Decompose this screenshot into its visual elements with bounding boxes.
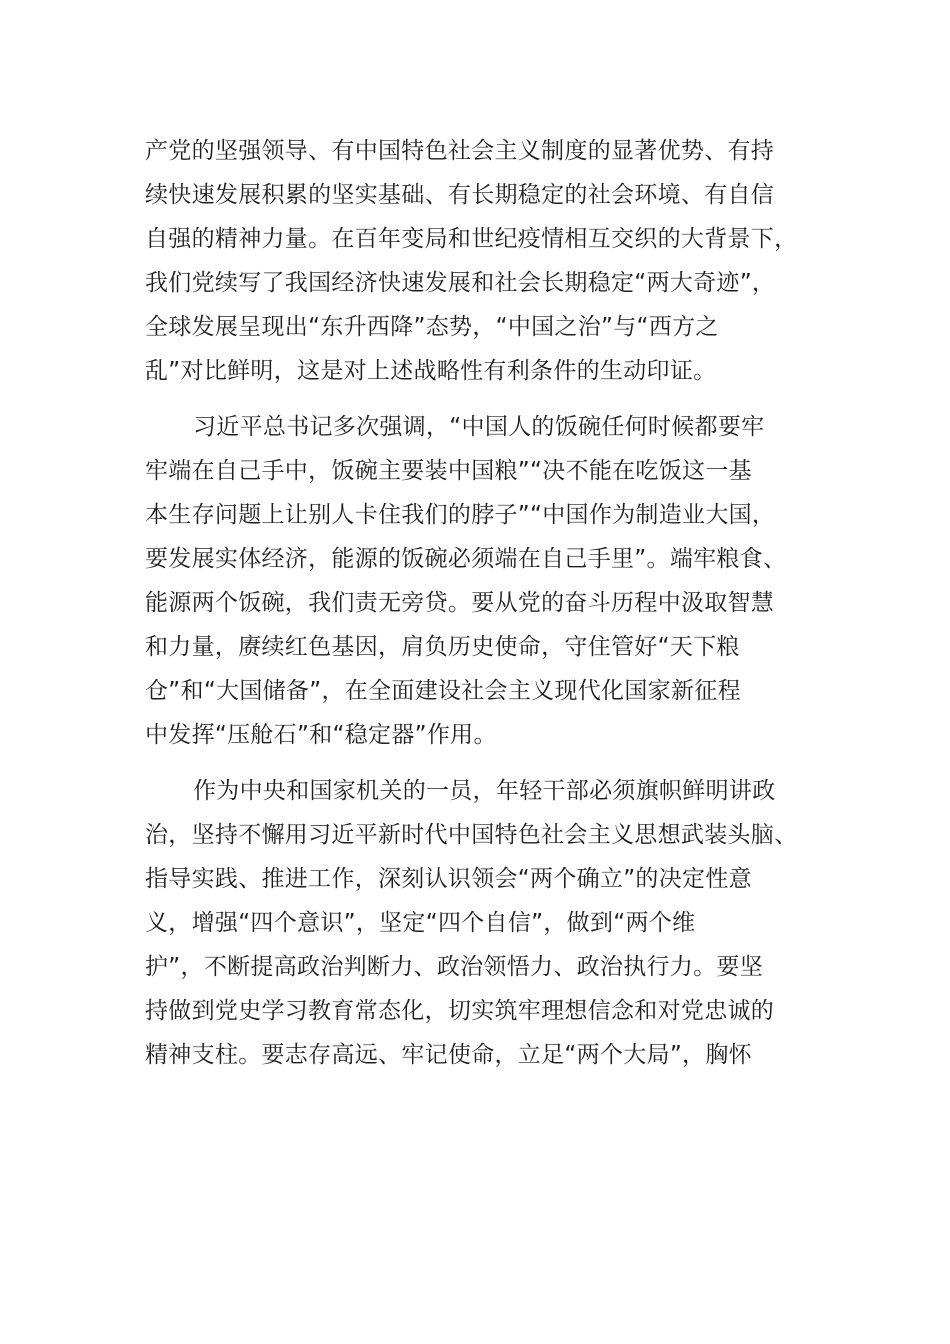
text-line: 治，坚持不懈用习近平新时代中国特色社会主义思想武装头脑、 <box>145 822 798 848</box>
text-line: 和力量，赓续红色基因，肩负历史使命，守住管好“天下粮 <box>145 634 740 660</box>
text-line: 乱”对比鲜明，这是对上述战略性有利条件的生动印证。 <box>145 358 717 384</box>
text-line: 持做到党史学习教育常态化，切实筑牢理想信念和对党忠诚的 <box>145 998 775 1024</box>
text-line: 本生存问题上让别人卡住我们的脖子”“中国作为制造业大国， <box>145 502 776 528</box>
paragraph-1 <box>145 129 805 393</box>
text-line: 作为中央和国家机关的一员，年轻干部必须旗帜鲜明讲政 <box>193 778 776 804</box>
text-line: 义，增强“四个意识”，坚定“四个自信”，做到“两个维 <box>145 910 696 936</box>
text-line: 要发展实体经济，能源的饭碗必须端在自己手里”。端牢粮食、 <box>145 546 787 572</box>
text-line: 指导实践、推进工作，深刻认识领会“两个确立”的决定性意 <box>145 866 752 892</box>
text-line: 能源两个饭碗，我们责无旁贷。要从党的奋斗历程中汲取智慧 <box>145 590 775 616</box>
text-line: 我们党续写了我国经济快速发展和社会长期稳定“两大奇迹”， <box>145 270 776 296</box>
paragraph-2 <box>145 405 805 757</box>
text-line: 续快速发展积累的坚实基础、有长期稳定的社会环境、有自信 <box>145 182 775 208</box>
text-line: 护”，不断提高政治判断力、政治领悟力、政治执行力。要坚 <box>145 954 764 980</box>
text-line: 习近平总书记多次强调，“中国人的饭碗任何时候都要牢 <box>193 414 765 440</box>
text-line: 牢端在自己手中，饭碗主要装中国粮”“决不能在吃饭这一基 <box>145 458 752 484</box>
text-line: 全球发展呈现出“东升西降”态势，“中国之治”与“西方之 <box>145 314 719 340</box>
text-line: 产党的坚强领导、有中国特色社会主义制度的显著优势、有持 <box>145 138 775 164</box>
text-line: 仓”和“大国储备”，在全面建设社会主义现代化国家新征程 <box>145 678 741 704</box>
paragraph-3 <box>145 769 805 1077</box>
text-line: 精神支柱。要志存高远、牢记使命，立足“两个大局”，胸怀 <box>145 1042 752 1068</box>
text-line: 中发挥“压舱石”和“稳定器”作用。 <box>145 722 497 748</box>
text-line: 自强的精神力量。在百年变局和世纪疫情相互交织的大背景下， <box>145 226 798 252</box>
document-body <box>145 129 805 1089</box>
